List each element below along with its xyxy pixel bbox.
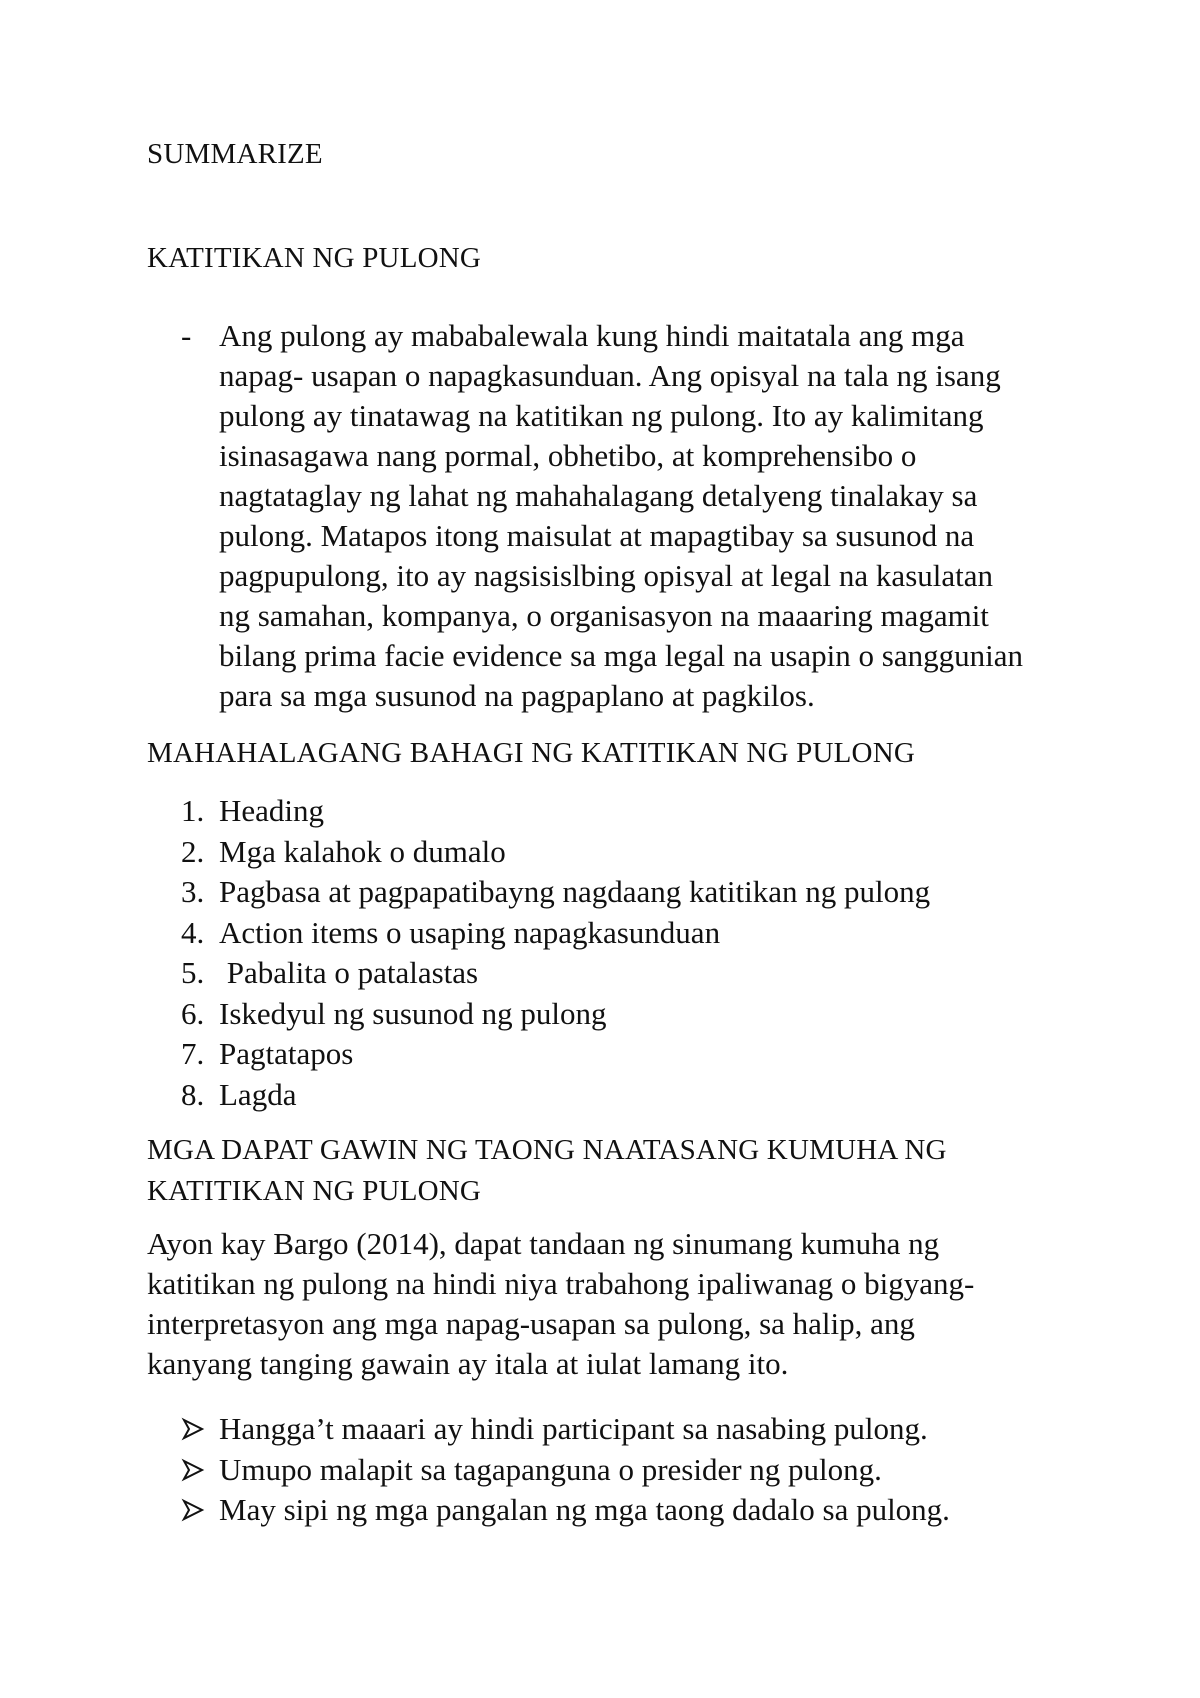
list-item-text: Pabalita o patalastas: [219, 955, 479, 990]
text-line: bilang prima facie evidence sa mga legal na usapin o sanggunian: [219, 638, 1023, 673]
list-item: [147, 1409, 1047, 1450]
list-item-text: Iskedyul ng susunod ng pulong: [219, 995, 607, 1031]
text-line: para sa mga susunod na pagpaplano at pagkilos.: [219, 678, 815, 713]
text-line: pulong ay tinatawag na katitikan ng pulong. Ito ay kalimitang: [219, 398, 984, 433]
list-item: [147, 832, 1047, 873]
list-number: 5.: [181, 955, 205, 990]
list-item: [147, 791, 1047, 832]
text-line: katitikan ng pulong na hindi niya trabahong ipaliwanag o bigyang-: [147, 1266, 975, 1301]
paragraph-bargo: [147, 1224, 1047, 1384]
list-item-text: Umupo malapit sa tagapanguna o presider ng pulong.: [219, 1451, 882, 1487]
list-number: 6.: [181, 995, 205, 1031]
dash-bullet-text: [219, 316, 1119, 716]
text-line: isinasagawa nang pormal, obhetibo, at komprehensibo o: [219, 438, 917, 473]
text-line: kanyang tanging gawain ay itala at iulat lamang ito.: [147, 1346, 789, 1381]
list-item: [147, 872, 1047, 913]
list-item: [147, 1075, 1047, 1116]
list-number: 4.: [181, 914, 205, 950]
list-number: 2.: [181, 833, 205, 869]
text-line: ng samahan, kompanya, o organisasyon na maaaring magamit: [219, 598, 989, 633]
section-heading-dapat-gawin-line1: MGA DAPAT GAWIN NG TAONG NAATASANG KUMUHA NG: [147, 1134, 947, 1166]
arrow-right-icon: [181, 1458, 205, 1482]
list-item-text: Action items o usaping napagkasunduan: [219, 914, 721, 950]
list-number: 1.: [181, 793, 205, 828]
list-item: [147, 913, 1047, 954]
text-line: Ang pulong ay mababalewala kung hindi maitatala ang mga: [219, 318, 965, 353]
list-number: 7.: [181, 1036, 205, 1071]
list-item-text: Hangga’t maaari ay hindi participant sa nasabing pulong.: [219, 1411, 928, 1446]
list-item: [147, 1490, 1047, 1531]
text-line: pulong. Matapos itong maisulat at mapagtibay sa susunod na: [219, 518, 975, 553]
list-number: 3.: [181, 874, 205, 909]
dash-bullet-marker: -: [181, 318, 192, 353]
list-item-text: Mga kalahok o dumalo: [219, 833, 506, 869]
text-line: pagpupulong, ito ay nagsisislbing opisyal at legal na kasulatan: [219, 558, 994, 593]
list-number: 8.: [181, 1076, 205, 1112]
section-heading-katitikan: KATITIKAN NG PULONG: [147, 242, 482, 274]
list-item-text: Pagbasa at pagpapatibayng nagdaang katitikan ng pulong: [219, 874, 931, 909]
section-heading-dapat-gawin-line2: KATITIKAN NG PULONG: [147, 1175, 482, 1207]
text-line: nagtataglay ng lahat ng mahahalagang detalyeng tinalakay sa: [219, 478, 978, 513]
ordered-list: [147, 791, 1047, 1115]
list-item-text: Lagda: [219, 1076, 297, 1112]
text-line: Ayon kay Bargo (2014), dapat tandaan ng sinumang kumuha ng: [147, 1226, 940, 1261]
section-heading-bahagi: MAHAHALAGANG BAHAGI NG KATITIKAN NG PULONG: [147, 737, 915, 769]
document-title: SUMMARIZE: [147, 138, 323, 170]
arrow-right-icon: [181, 1498, 205, 1522]
text-line: napag- usapan o napagkasunduan. Ang opisyal na tala ng isang: [219, 358, 1001, 393]
list-item: [147, 1034, 1047, 1075]
arrow-right-icon: [181, 1417, 205, 1441]
list-item-text: Pagtatapos: [219, 1036, 354, 1071]
arrow-bullet-list: [147, 1409, 1047, 1531]
list-item: [147, 1450, 1047, 1491]
list-item: [147, 953, 1047, 994]
list-item: [147, 994, 1047, 1035]
text-line: interpretasyon ang mga napag-usapan sa pulong, sa halip, ang: [147, 1306, 915, 1341]
list-item-text: Heading: [219, 793, 325, 828]
list-item-text: May sipi ng mga pangalan ng mga taong dadalo sa pulong.: [219, 1492, 950, 1527]
